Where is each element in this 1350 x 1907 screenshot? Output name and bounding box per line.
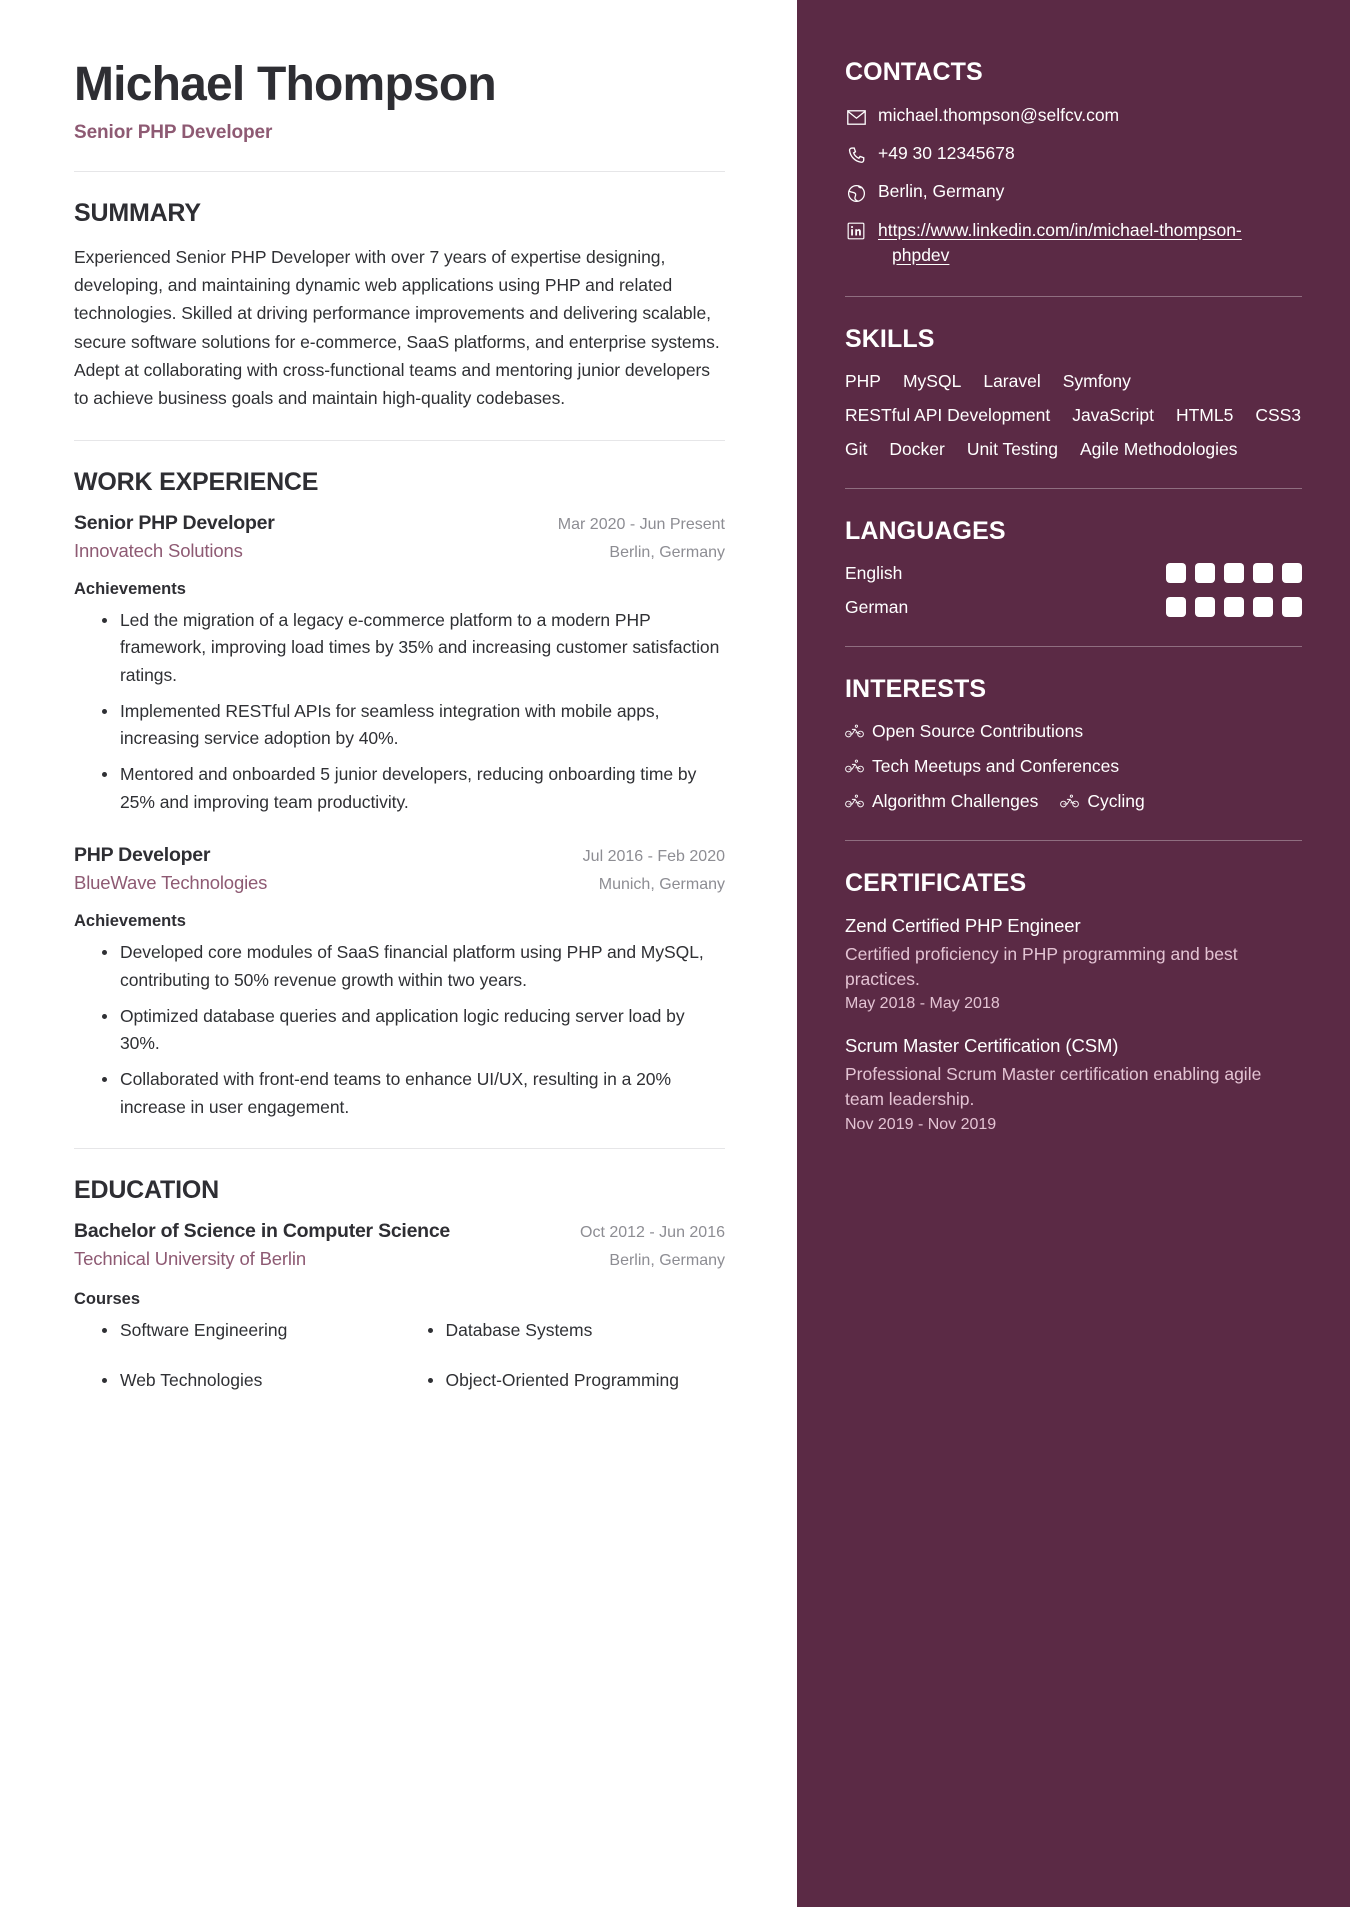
interest-item [845,791,1038,812]
list-item: Optimized database queries and application logic reducing server load by 30%. [102,1003,725,1058]
contact-location-value: Berlin, Germany [878,181,1005,201]
phone-icon [845,144,867,166]
certificate-item [845,915,1302,1014]
divider [74,440,725,441]
interest-label: Cycling [1087,790,1145,811]
work-entry-sub [74,872,725,894]
work-entry [74,512,725,816]
work-achievements-list [74,939,725,1121]
globe-icon [845,182,867,204]
interest-item [845,756,1119,777]
interest-label: Tech Meetups and Conferences [872,755,1120,776]
skill-chip: Agile Methodologies [1079,438,1238,459]
skills-list [845,371,1302,460]
list-item: Software Engineering [102,1317,400,1345]
contact-linkedin-value[interactable] [878,218,1242,268]
education-section [74,1176,725,1416]
interests-heading: INTERESTS [845,674,987,703]
skill-chip: MySQL [902,370,962,391]
skill-chip: Unit Testing [966,438,1058,459]
contact-location[interactable] [845,180,1302,204]
bicycle-icon [845,792,865,810]
list-item: Object-Oriented Programming [428,1367,726,1395]
certificates-section [845,869,1302,1134]
sidebar-divider [845,488,1302,489]
level-square [1282,563,1302,583]
level-square [1282,597,1302,617]
work-entry [74,844,725,1121]
education-school: Technical University of Berlin [74,1248,306,1270]
candidate-name: Michael Thompson [74,58,496,111]
certificate-description: Professional Scrum Master certification enabling agile team leadership. [845,1064,1262,1110]
certificate-date: May 2018 - May 2018 [845,995,1000,1013]
achievements-label: Achievements [74,579,186,598]
contact-phone-value: +49 30 12345678 [878,143,1015,163]
sidebar-divider [845,646,1302,647]
skill-chip: Git [845,438,868,459]
interest-label: Open Source Contributions [872,720,1084,741]
language-level-indicator [1166,563,1302,583]
work-job-title: PHP Developer [74,844,211,867]
level-square [1253,597,1273,617]
skill-chip: CSS3 [1255,404,1302,425]
education-entry-sub [74,1248,725,1270]
work-job-date: Mar 2020 - Jun Present [557,515,725,533]
contacts-section [845,58,1302,268]
skill-chip: RESTful API Development [845,404,1051,425]
education-entry-head [74,1220,725,1243]
languages-heading: LANGUAGES [845,516,1006,545]
contact-email-value: michael.thompson@selfcv.com [878,105,1120,125]
language-row [845,597,1302,618]
courses-label: Courses [74,1290,141,1309]
work-entry-head [74,844,725,867]
level-square [1166,563,1186,583]
education-location: Berlin, Germany [609,1252,725,1270]
summary-section [74,199,725,413]
education-heading: EDUCATION [74,1176,219,1205]
skill-chip: HTML5 [1175,404,1234,425]
level-square [1166,597,1186,617]
language-name: German [845,596,909,617]
work-heading: WORK EXPERIENCE [74,467,319,496]
courses-list [74,1317,725,1416]
sidebar-divider [845,840,1302,841]
candidate-role: Senior PHP Developer [74,121,273,143]
contacts-heading: CONTACTS [845,58,983,86]
work-company: BlueWave Technologies [74,872,268,894]
work-location: Berlin, Germany [609,543,725,561]
work-entry-sub [74,540,725,562]
work-job-date: Jul 2016 - Feb 2020 [582,848,725,866]
bicycle-icon [845,757,865,775]
linkedin-url-line2: phpdev [892,244,950,265]
level-square [1224,563,1244,583]
certificates-heading: CERTIFICATES [845,868,1027,897]
skills-section [845,325,1302,460]
education-degree: Bachelor of Science in Computer Science [74,1220,451,1243]
work-job-title: Senior PHP Developer [74,511,275,534]
divider [74,1148,725,1149]
list-item: Database Systems [428,1317,726,1345]
interests-list [845,721,1302,812]
certificate-description: Certified proficiency in PHP programming and best practices. [845,943,1238,989]
languages-section [845,517,1302,618]
contact-email[interactable] [845,104,1302,128]
language-level-indicator [1166,597,1302,617]
education-date: Oct 2012 - Jun 2016 [580,1224,725,1242]
skill-chip: PHP [845,370,881,391]
level-square [1224,597,1244,617]
level-square [1195,597,1215,617]
list-item: Web Technologies [102,1367,400,1395]
list-item: Mentored and onboarded 5 junior developers, reducing onboarding time by 25% and improving team productivity. [102,761,725,816]
summary-text: Experienced Senior PHP Developer with over 7 years of expertise designing, developing, and maintaining dynamic web applications using PHP and related technologies. Skilled at driving performance improvements and delivering scalable, secure software solutions for e-commerce, SaaS platforms, and enterprise systems. Adept at collaborating with cross-functional teams and mentoring junior developers to achieve business goals and maintain high-quality codebases. [74,246,720,409]
level-square [1195,563,1215,583]
skills-heading: SKILLS [845,324,935,353]
bicycle-icon [845,722,865,740]
certificate-name: Zend Certified PHP Engineer [845,914,1081,936]
interests-section [845,675,1302,812]
work-company: Innovatech Solutions [74,539,243,561]
sidebar-column [797,0,1350,1907]
level-square [1253,563,1273,583]
work-experience-section [74,468,725,1121]
work-location: Munich, Germany [598,876,725,894]
work-achievements-list [74,607,725,816]
interest-label: Algorithm Challenges [872,790,1039,811]
linkedin-icon [845,220,867,242]
list-item: Implemented RESTful APIs for seamless integration with mobile apps, increasing service adoption by 40%. [102,698,725,753]
divider [74,171,725,172]
skill-chip: JavaScript [1072,404,1154,425]
summary-heading: SUMMARY [74,198,201,227]
header-block [74,58,725,144]
envelope-icon [845,106,867,128]
list-item: Led the migration of a legacy e-commerce platform to a modern PHP framework, improving load times by 35% and increasing customer satisfaction ratings. [102,607,725,690]
skill-chip: Symfony [1062,370,1131,391]
language-row [845,563,1302,584]
interest-item [845,721,1083,742]
sidebar-divider [845,296,1302,297]
achievements-label: Achievements [74,912,186,931]
contact-linkedin[interactable] [845,218,1302,268]
contact-phone[interactable] [845,142,1302,166]
skill-chip: Docker [889,438,945,459]
list-item: Developed core modules of SaaS financial platform using PHP and MySQL, contributing to 50% revenue growth within two years. [102,939,725,994]
interest-item [1060,791,1144,812]
education-entry [74,1220,725,1416]
certificate-name: Scrum Master Certification (CSM) [845,1035,1119,1057]
list-item: Collaborated with front-end teams to enhance UI/UX, resulting in a 20% increase in user engagement. [102,1066,725,1121]
language-name: English [845,562,903,583]
certificate-date: Nov 2019 - Nov 2019 [845,1116,997,1134]
bicycle-icon [1060,792,1080,810]
certificate-item [845,1035,1302,1134]
skill-chip: Laravel [983,370,1041,391]
linkedin-url-line1: https://www.linkedin.com/in/michael-thompson- [878,220,1242,240]
work-entry-head [74,512,725,535]
